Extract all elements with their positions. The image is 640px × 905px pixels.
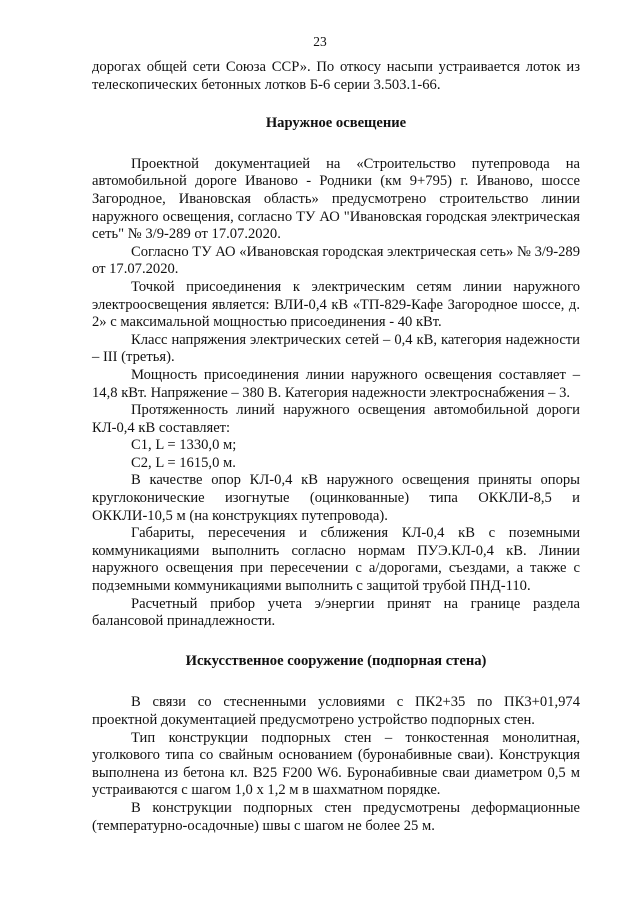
paragraph: Точкой присоединения к электрическим сетям линии наружного электроосвещения является: ВЛИ-0,4 кВ «ТП-829-Кафе Загородное шоссе, д. 2» с максимальной мощностью присоединения - 40 кВт. xyxy=(92,278,580,331)
intro-continuation-paragraph: дорогах общей сети Союза ССР». По откосу насыпи устраивается лоток из телескопических бетонных лотков Б-6 серии 3.503.1-66. xyxy=(92,59,580,93)
paragraph: В связи со стесненными условиями с ПК2+35 по ПК3+01,974 проектной документацией предусмотрено устройство подпорных стен. xyxy=(92,694,580,728)
length-item: С2, L = 1615,0 м. xyxy=(131,454,236,471)
length-item: С1, L = 1330,0 м; xyxy=(131,437,237,454)
page-number: 23 xyxy=(313,34,327,49)
section-heading-lighting: Наружное освещение xyxy=(265,115,407,132)
paragraph: Протяженность линий наружного освещения автомобильной дороги КЛ-0,4 кВ составляет: xyxy=(92,402,580,436)
section-heading-retaining-wall: Искусственное сооружение (подпорная стена) xyxy=(185,652,487,669)
paragraph: Габариты, пересечения и сближения КЛ-0,4 кВ с поземными коммуникациями выполнить согласно нормам ПУЭ.КЛ-0,4 кВ. Линии наружного освещения при пересечении с а/дорогами, съездами, а также с подземными коммуникациями выполнить с защитой трубой ПНД-110. xyxy=(92,525,580,595)
paragraph: В конструкции подпорных стен предусмотрены деформационные (температурно-осадочные) швы с шагом не более 25 м. xyxy=(92,799,580,834)
paragraph: Согласно ТУ АО «Ивановская городская электрическая сеть» № 3/9-289 от 17.07.2020. xyxy=(92,243,580,278)
paragraph: Расчетный прибор учета э/энергии принят на границе раздела балансовой принадлежности. xyxy=(92,595,580,630)
paragraph: В качестве опор КЛ-0,4 кВ наружного освещения приняты опоры круглоконические изогнутые (оцинкованные) типа ОККЛИ-8,5 и ОККЛИ-10,5 м (на конструкциях путепровода). xyxy=(92,472,580,524)
paragraph: Класс напряжения электрических сетей – 0,4 кВ, категория надежности – III (третья). xyxy=(92,331,580,366)
paragraph: Мощность присоединения линии наружного освещения составляет – 14,8 кВт. Напряжение – 380 В. Категория надежности электроснабжения – 3. xyxy=(92,366,580,401)
document-body xyxy=(92,59,580,835)
paragraph: Проектной документацией на «Строительство путепровода на автомобильной дороге Иваново - Родники (км 9+795) г. Иваново, шоссе Загородное, Ивановская область» предусмотрено строительство линии наружного освещения, согласно ТУ АО "Ивановская городская электрическая сеть" № 3/9-289 от 17.07.2020. xyxy=(92,155,580,243)
paragraph: Тип конструкции подпорных стен – тонкостенная монолитная, уголкового типа со свайным основанием (буронабивные сваи). Конструкция выполнена из бетона кл. В25 F200 W6. Буронабивные сваи диаметром 0,5 м устраиваются с шагом 1,0 х 1,2 м в шахматном порядке. xyxy=(92,729,580,799)
